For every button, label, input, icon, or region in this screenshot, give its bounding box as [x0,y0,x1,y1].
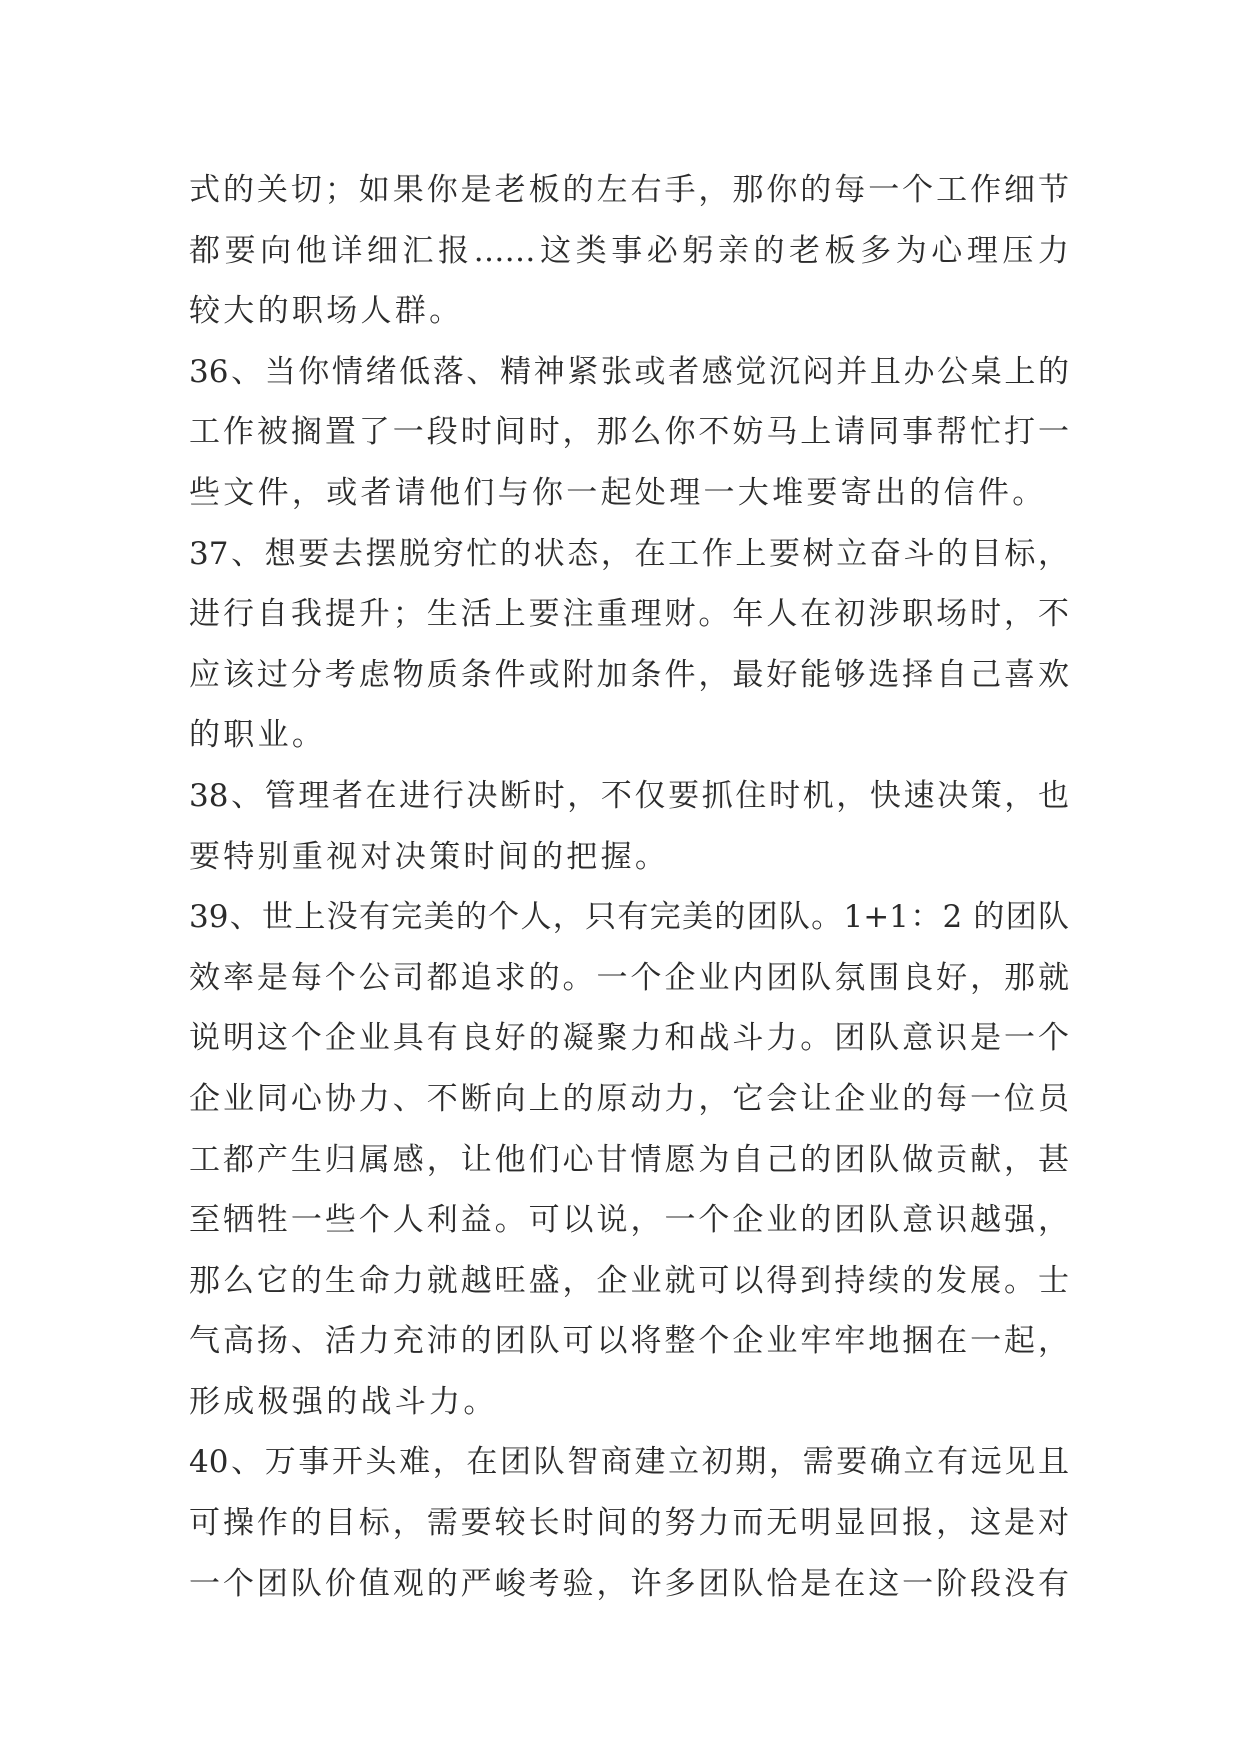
text-line: 企业同心协力、不断向上的原动力，它会让企业的每一位员 [189,1080,1069,1117]
text-line: 的职业。 [189,717,327,754]
text-line: 工作被搁置了一段时间时，那么你不妨马上请同事帮忙打一 [189,414,1069,451]
text-line: 较大的职场人群。 [189,293,464,330]
body-text [189,160,1069,1614]
text-line: 都要向他详细汇报……这类事必躬亲的老板多为心理压力 [189,232,1069,269]
text-line: 38、管理者在进行决断时，不仅要抓住时机，快速决策，也 [189,777,1069,814]
text-line: 39、世上没有完美的个人，只有完美的团队。1+1：2 的团队 [189,899,1069,936]
text-line: 要特别重视对决策时间的把握。 [189,838,670,875]
text-line: 那么它的生命力就越旺盛，企业就可以得到持续的发展。士 [189,1262,1069,1299]
text-line: 些文件，或者请他们与你一起处理一大堆要寄出的信件。 [189,474,1047,511]
text-line: 一个团队价值观的严峻考验，许多团队恰是在这一阶段没有 [189,1565,1069,1602]
text-line: 37、想要去摆脱穷忙的状态，在工作上要树立奋斗的目标， [189,535,1069,572]
text-line: 40、万事开头难，在团队智商建立初期，需要确立有远见且 [189,1444,1069,1481]
text-line: 说明这个企业具有良好的凝聚力和战斗力。团队意识是一个 [189,1020,1069,1057]
text-line: 式的关切；如果你是老板的左右手，那你的每一个工作细节 [189,172,1069,208]
text-line: 效率是每个公司都追求的。一个企业内团队氛围良好，那就 [189,959,1069,996]
text-line: 工都产生归属感，让他们心甘情愿为自己的团队做贡献，甚 [189,1141,1069,1178]
text-line: 进行自我提升；生活上要注重理财。年人在初涉职场时，不 [189,596,1069,633]
text-line: 气高扬、活力充沛的团队可以将整个企业牢牢地捆在一起， [189,1323,1069,1360]
text-line: 应该过分考虑物质条件或附加条件，最好能够选择自己喜欢 [189,656,1069,693]
text-line: 可操作的目标，需要较长时间的努力而无明显回报，这是对 [189,1505,1069,1542]
text-line: 36、当你情绪低落、精神紧张或者感觉沉闷并且办公桌上的 [189,353,1069,390]
text-line: 形成极强的战斗力。 [189,1383,498,1420]
text-line: 至牺牲一些个人利益。可以说，一个企业的团队意识越强， [189,1202,1069,1239]
